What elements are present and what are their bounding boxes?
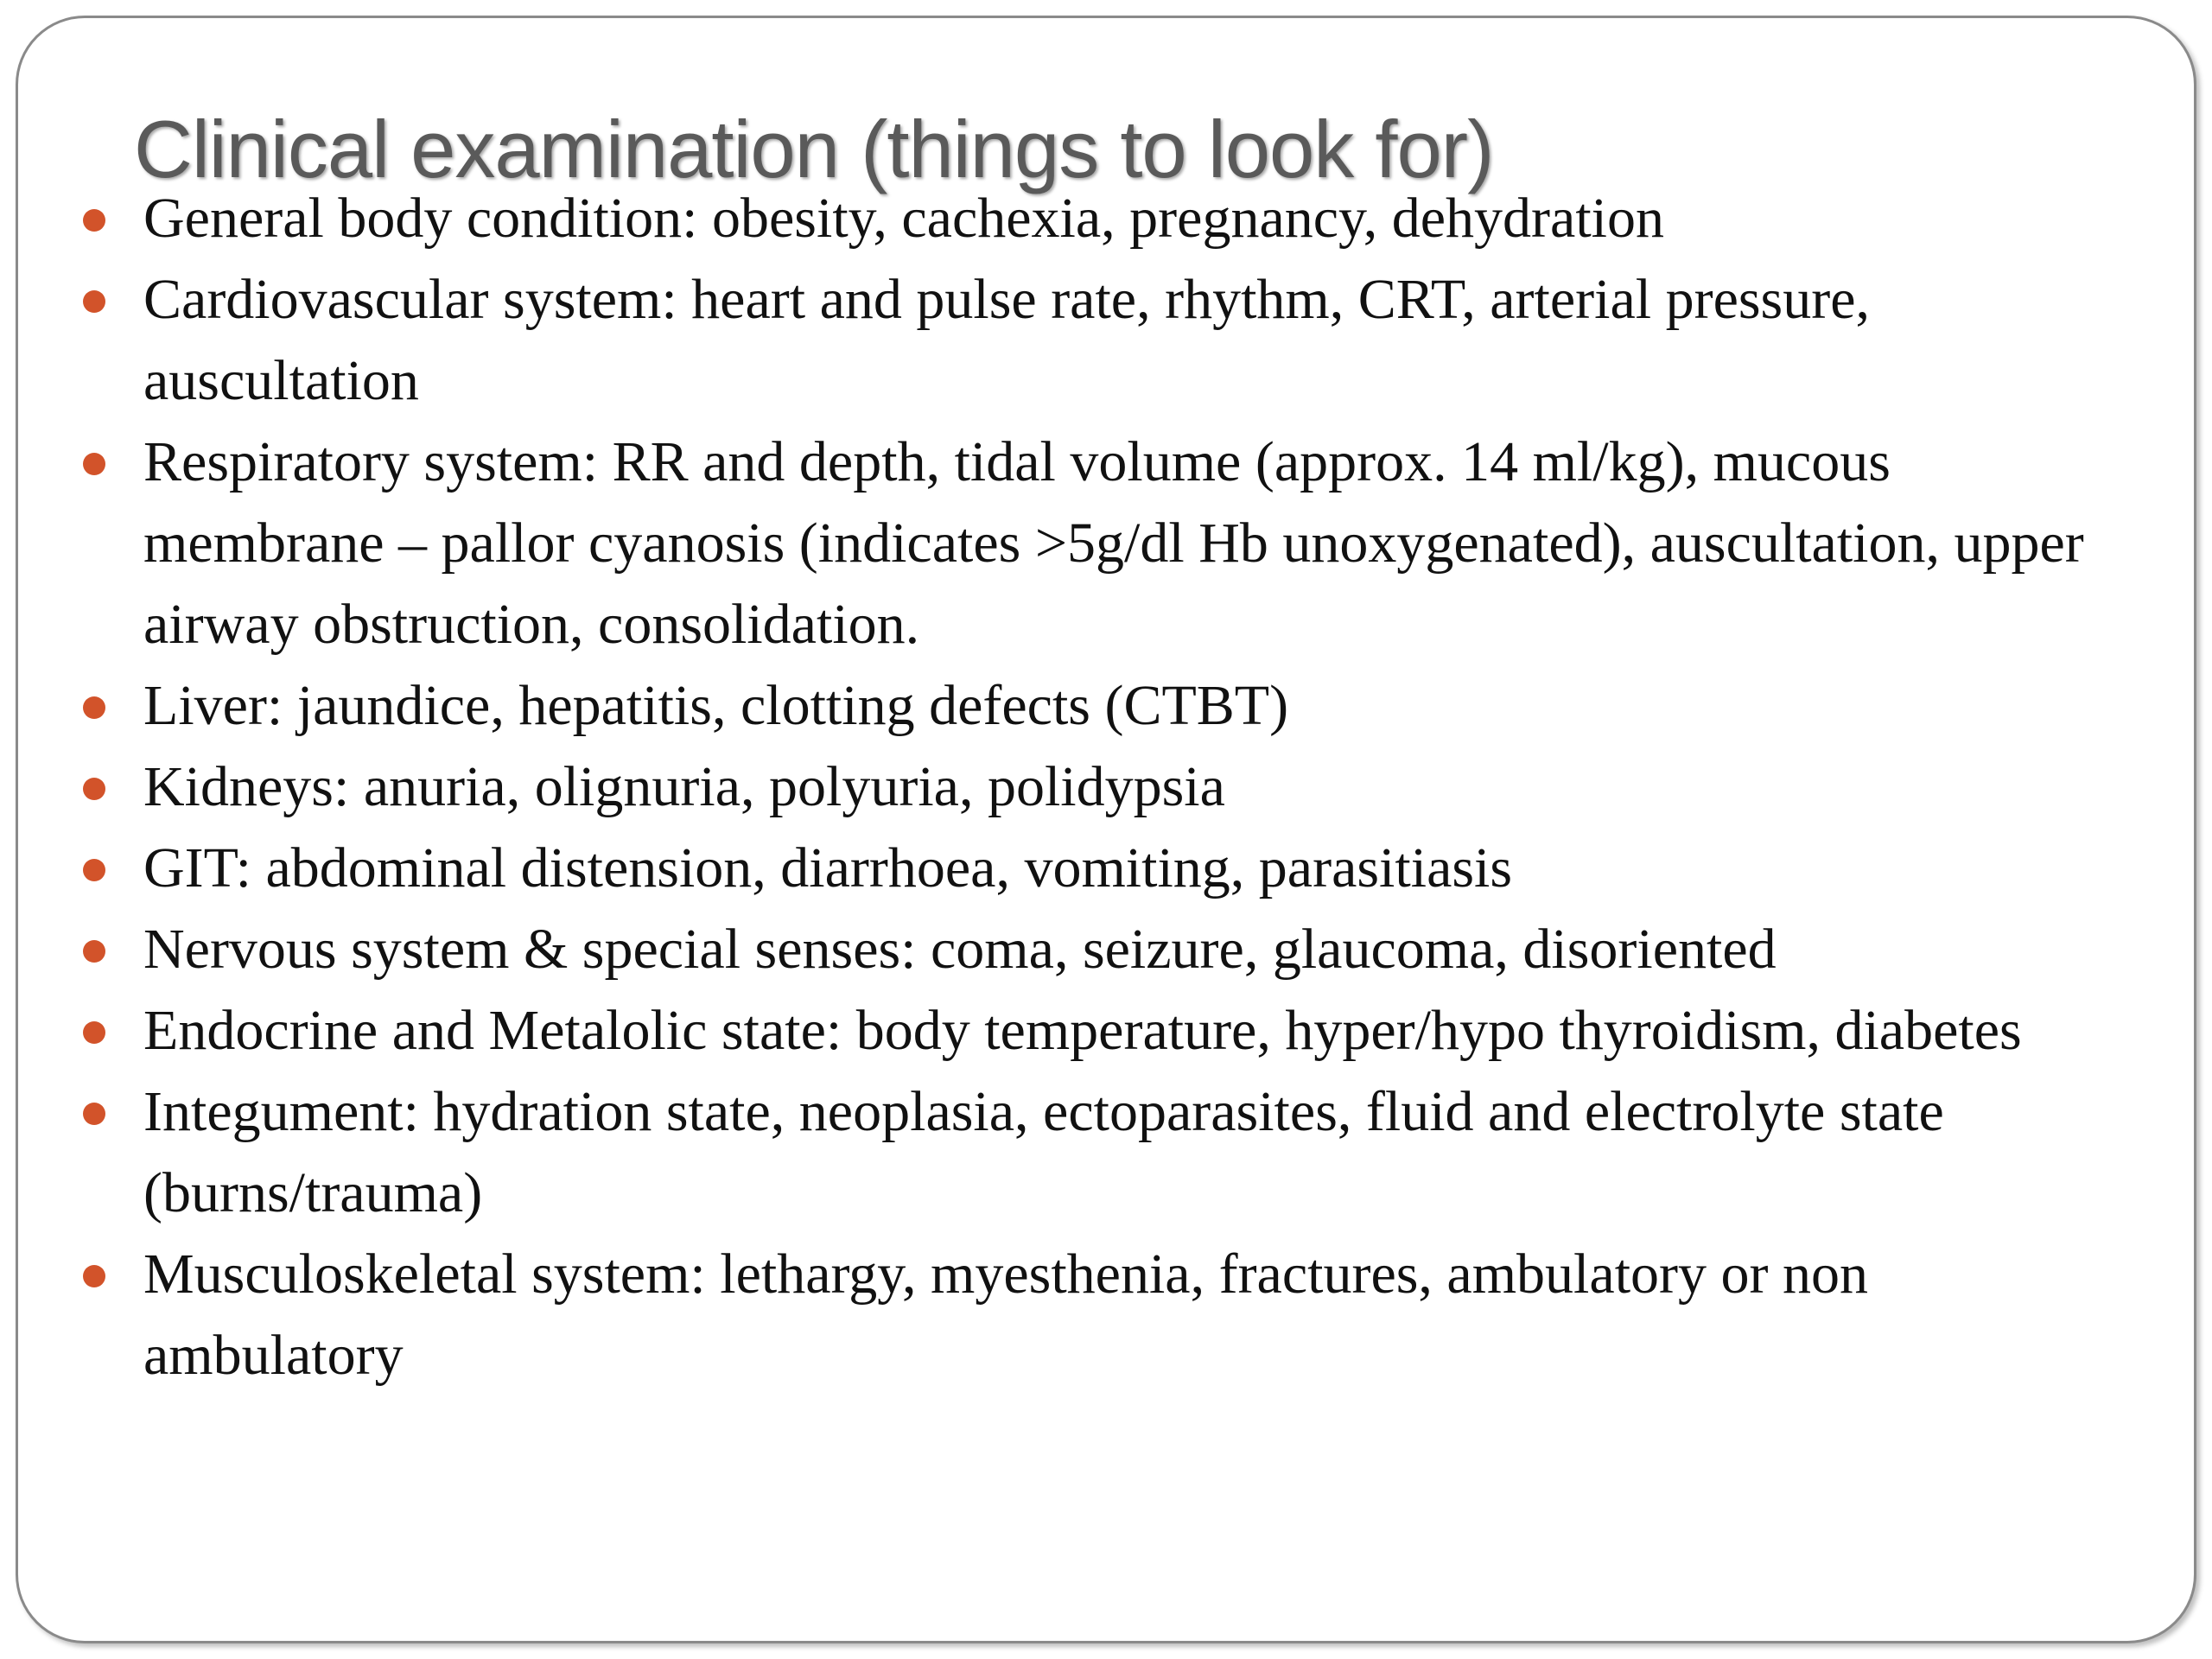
bullet-text: Cardiovascular system: heart and pulse rate, rhythm, CRT, arterial pressure, auscultation — [143, 268, 1871, 412]
bullet-dot-icon — [83, 209, 105, 232]
bullet-text: Liver: jaundice, hepatitis, clotting defects (CTBT) — [143, 674, 1289, 737]
bullet-dot-icon — [83, 1265, 105, 1287]
bullet-item-general-body-condition — [0, 178, 2177, 259]
bullet-item-nervous-system — [0, 909, 2177, 990]
bullet-dot-icon — [83, 1021, 105, 1044]
bullet-item-musculoskeletal-system — [0, 1234, 2177, 1396]
bullet-dot-icon — [83, 859, 105, 881]
bullet-dot-icon — [83, 290, 105, 313]
bullet-list — [0, 178, 2177, 1396]
bullet-text: Nervous system & special senses: coma, seizure, glaucoma, disoriented — [143, 918, 1777, 981]
bullet-text: Respiratory system: RR and depth, tidal volume (approx. 14 ml/kg), mucous membrane – pallor cyanosis (indicates >5g/dl Hb unoxygenated), auscultation, upper airway obstruction, consolidation. — [143, 430, 2084, 656]
bullet-dot-icon — [83, 696, 105, 719]
bullet-item-endocrine-metabolic — [0, 990, 2177, 1071]
bullet-item-liver — [0, 665, 2177, 747]
bullet-dot-icon — [83, 1103, 105, 1125]
bullet-text: General body condition: obesity, cachexia, pregnancy, dehydration — [143, 187, 1664, 250]
bullet-item-respiratory-system — [0, 422, 2177, 665]
bullet-text: GIT: abdominal distension, diarrhoea, vomiting, parasitiasis — [143, 836, 1513, 899]
bullet-item-cardiovascular-system — [0, 259, 2177, 422]
bullet-dot-icon — [83, 778, 105, 800]
bullet-item-git — [0, 828, 2177, 909]
bullet-text: Integument: hydration state, neoplasia, ectoparasites, fluid and electrolyte state (burns/trauma) — [143, 1080, 1944, 1224]
bullet-text: Endocrine and Metalolic state: body temperature, hyper/hypo thyroidism, diabetes — [143, 999, 2022, 1062]
bullet-text: Musculoskeletal system: lethargy, myesthenia, fractures, ambulatory or non ambulatory — [143, 1243, 1868, 1387]
slide-title: Clinical examination (things to look for) — [134, 104, 1494, 194]
bullet-item-integument — [0, 1071, 2177, 1234]
bullet-dot-icon — [83, 453, 105, 475]
bullet-dot-icon — [83, 940, 105, 963]
bullet-item-kidneys — [0, 747, 2177, 828]
bullet-text: Kidneys: anuria, olignuria, polyuria, polidypsia — [143, 755, 1225, 818]
